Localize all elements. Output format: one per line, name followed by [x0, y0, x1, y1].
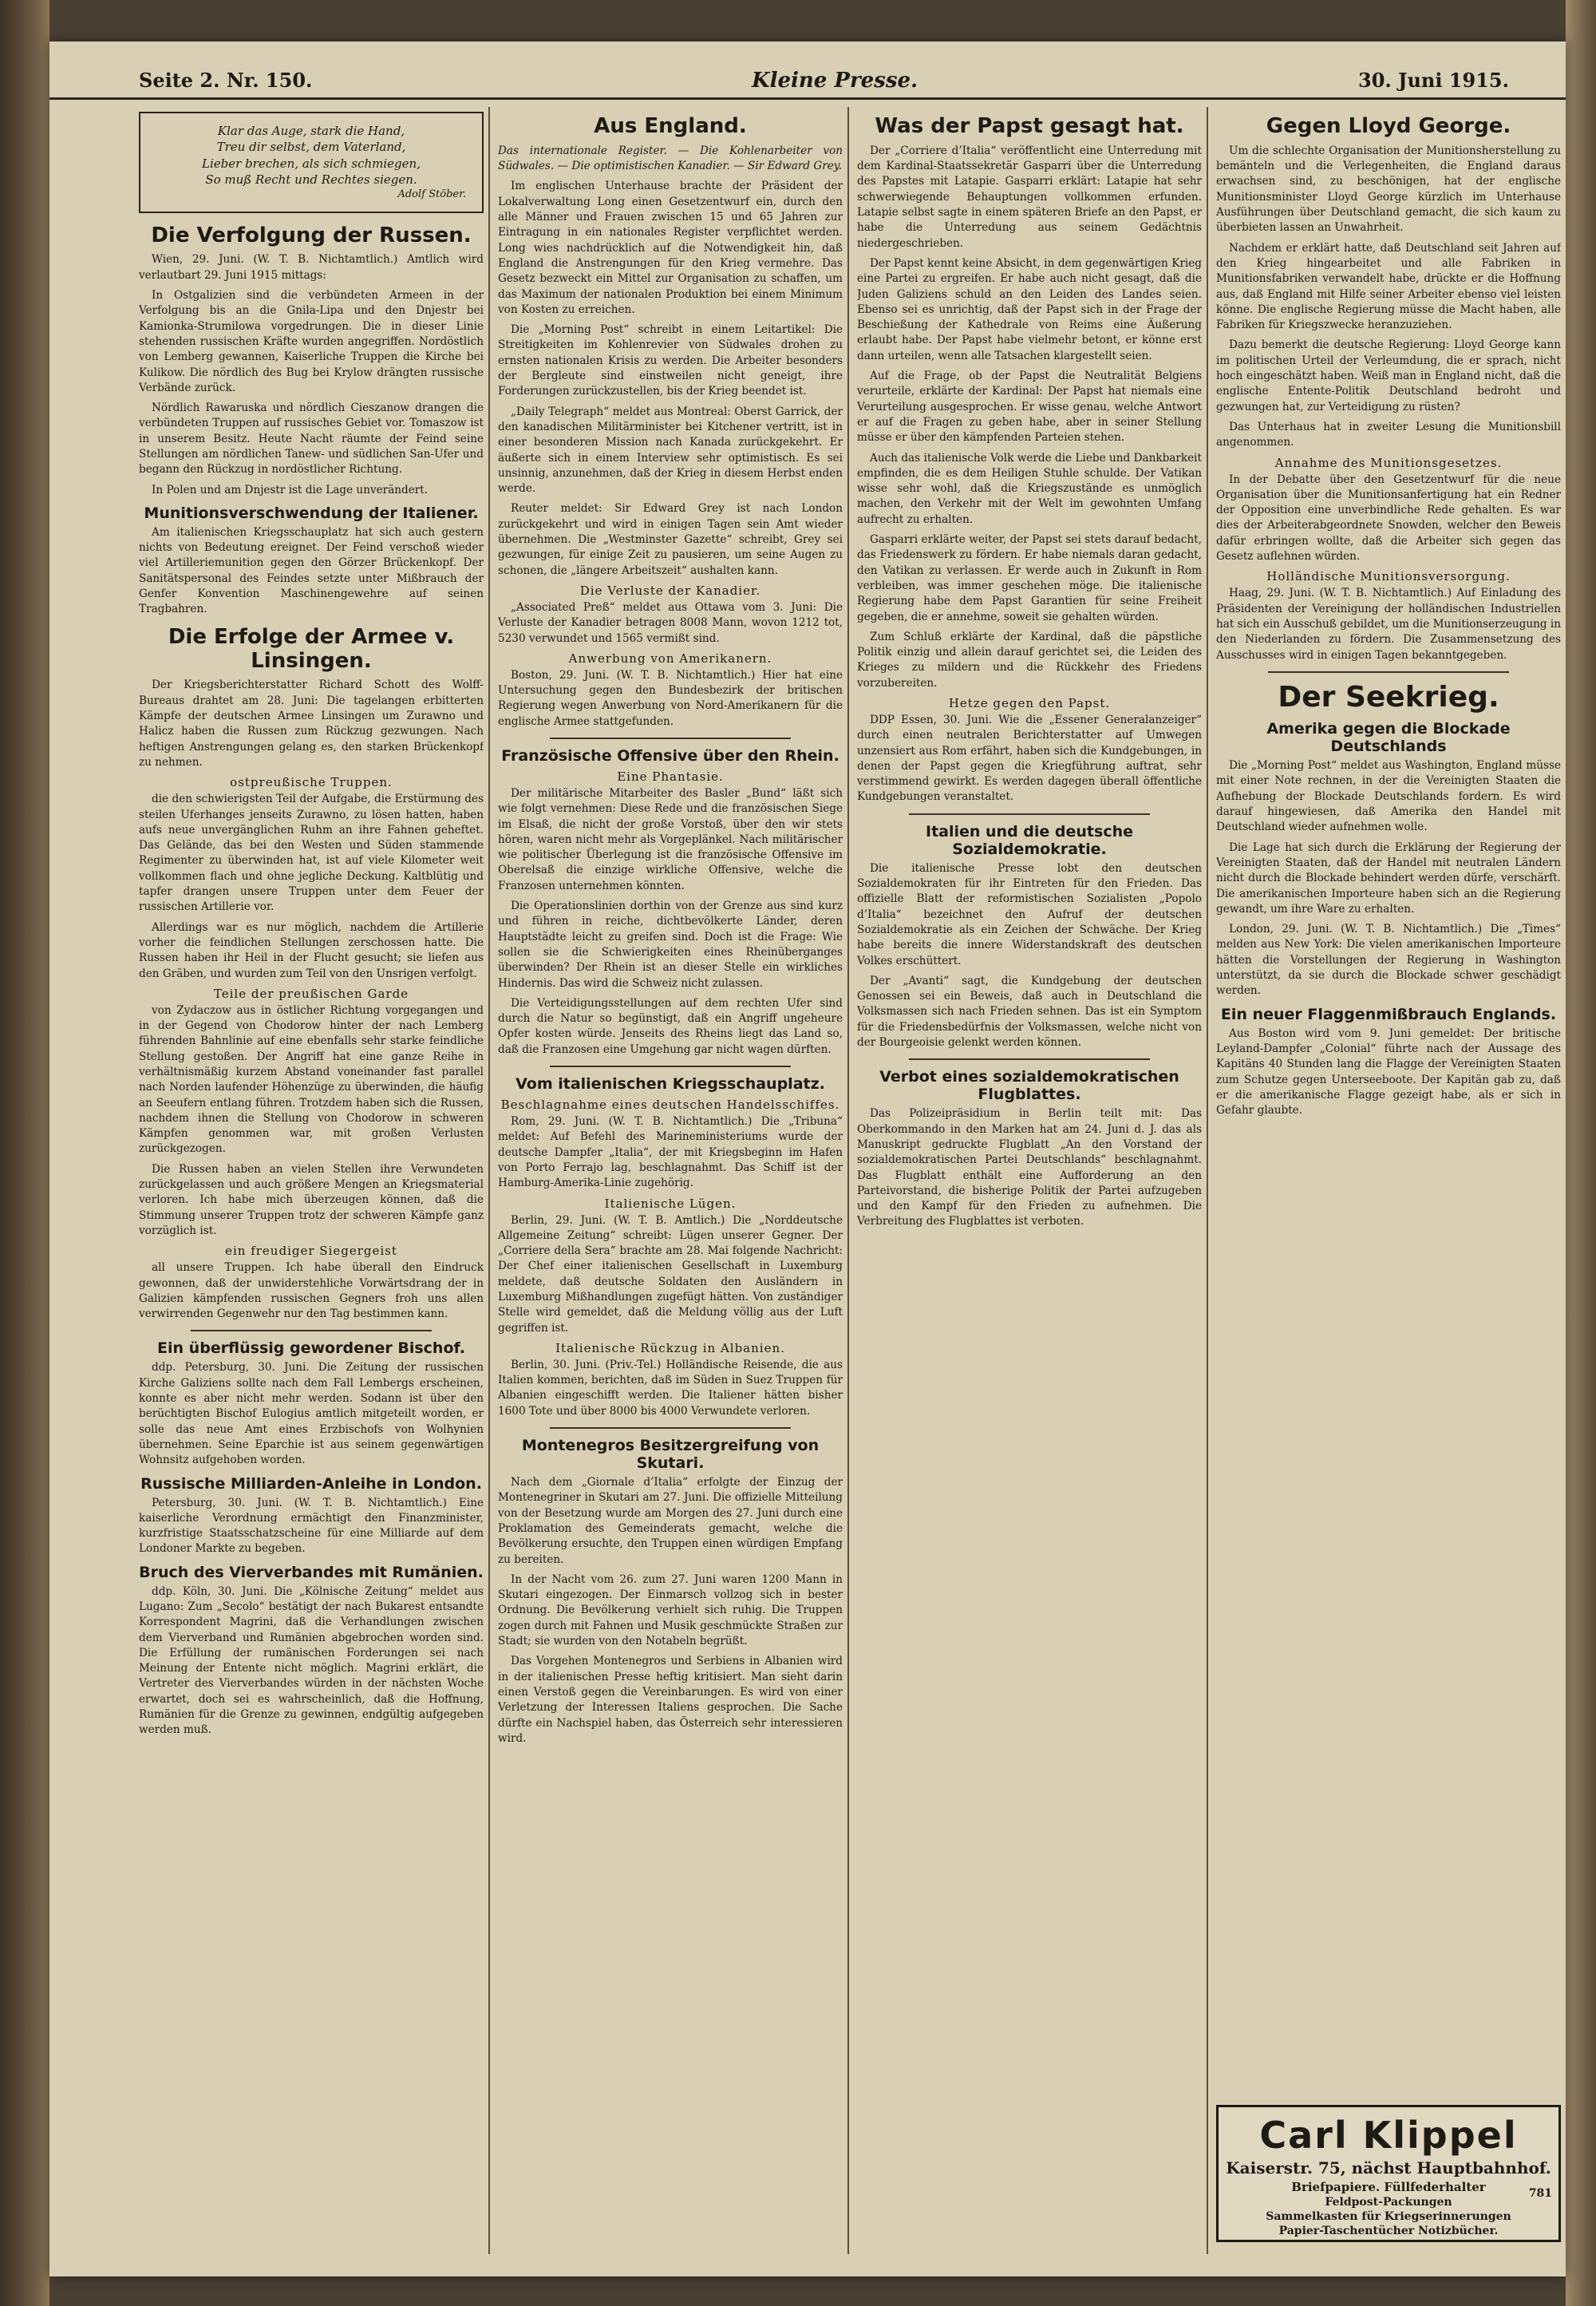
- column-rule: [847, 107, 849, 2254]
- motto-box: [139, 112, 484, 213]
- article-paragraph: Petersburg, 30. Juni. (W. T. B. Nichtamtlich.) Eine kaiserliche Verordnung ermächtigt den Finanzminister, kurzfristige Staatsschatzscheine für eine Milliarde auf dem Londoner Markte zu begeben.: [139, 1496, 484, 1556]
- column-1: [139, 107, 484, 2254]
- article-paragraph: Berlin, 29. Juni. (W. T. B. Amtlich.) Die „Norddeutsche Allgemeine Zeitung“ schreibt: Lügen unserer Gegner. Der „Corriere della Sera“ brachte am 28. Mai folgende Nachricht: Der Chef einer italienischen Gesellschaft in Luxemburg meldete, daß deutsche Soldaten den Ausländern in Luxemburg Mißhandlungen zugefügt hätten. Von zuständiger Stelle wird gemeldet, daß die Meldung völlig aus der Luft gegriffen ist.: [498, 1213, 843, 1335]
- subheading: Beschlagnahme eines deutschen Handelsschiffes.: [500, 1098, 840, 1113]
- page-number-label: Seite 2. Nr. 150.: [139, 69, 313, 92]
- headline-munitionsverschwendung: Munitionsverschwendung der Italiener.: [144, 504, 479, 522]
- article-paragraph: Die „Morning Post“ meldet aus Washington, England müsse mit einer Note rechnen, in der die Vereinigten Staaten die Aufhebung der Blockade Deutschlands fordern. Es wird darauf hingewiesen, daß Amerika den Handel mit Deutschland wieder aufnehmen wolle.: [1216, 759, 1561, 834]
- motto-line: Lieber brechen, als sich schmiegen,: [202, 156, 421, 171]
- motto-line: Treu dir selbst, dem Vaterland,: [216, 140, 406, 155]
- article-paragraph: Im englischen Unterhause brachte der Präsident der Lokalverwaltung Long einen Gesetzentwurf ein, durch den alle Männer und Frauen zwischen 15 und 65 Jahren zur Eintragung in ein nationales Register verpflichtet werden. Long wies nachdrücklich auf die Notwendigkeit hin, daß England die Anstrengungen für den Krieg vermehre. Das Gesetz bezweckt ein Mittel zur Organisation zu schaffen, um das Maximum der nationalen Produktion bei einem Minimum von Kosten zu erreichen.: [498, 180, 843, 316]
- subheadline-blockade: Amerika gegen die Blockade Deutschlands: [1266, 720, 1511, 756]
- headline-lloyd-george: Gegen Lloyd George.: [1266, 114, 1511, 138]
- article-paragraph: Die „Morning Post“ schreibt in einem Leitartikel: Die Streitigkeiten im Kohlenrevier von Südwales drohen zu ernsten nationalen Krisis zu werden. Die Arbeiter besonders der Bergleute sind einstweilen nicht geneigt, ihre Forderungen zurückzustellen, bis der Krieg beendet ist.: [498, 323, 843, 398]
- headline-seekrieg: Der Seekrieg.: [1278, 680, 1499, 714]
- article-paragraph: Um die schlechte Organisation der Munitionsherstellung zu bemänteln und die Verlegenheiten, die England daraus erwachsen sind, zu beschönigen, hat der englische Munitionsminister Lloyd George kürzlich im Unterhause Ausführungen über Deutschland gemacht, die sich kaum zu überbieten lassen an Unwahrheit.: [1216, 144, 1561, 235]
- article-paragraph: In der Nacht vom 26. zum 27. Juni waren 1200 Mann in Skutari eingezogen. Der Einmarsch vollzog sich in bester Ordnung. Die Bevölkerung verhielt sich ruhig. Die Truppen zogen durch mit Fahnen und Musik geschmückte Straßen zur Stadt; sie wurden von den Notabeln begrüßt.: [498, 1572, 843, 1648]
- article-paragraph: die den schwierigsten Teil der Aufgabe, die Erstürmung des steilen Uferhanges jenseits Zurawno, zu lösen hatten, haben aufs neue unvergänglichen Ruhm an ihre Fahnen geheftet. Das Gelände, das bei den Westen und Süden stammende Regimenter zu überwinden hat, ist auf viele Kilometer weit vollkommen flach und ohne jegliche Deckung. Kaltblütig und tapfer drangen unsere Truppen unter dem Feuer der russischen Artillerie vor.: [139, 793, 484, 914]
- article-paragraph: Der „Avanti“ sagt, die Kundgebung der deutschen Genossen sei ein Beweis, daß auch in Deutschland die Volksmassen sich nach Frieden sehnen. Das ist ein Symptom für die Friedensbedürfnis der Volksmassen, welche nicht von der Bourgeoisie gelenkt werden können.: [857, 974, 1202, 1050]
- article-paragraph: Dazu bemerkt die deutsche Regierung: Lloyd George kann im politischen Urteil der Verleumdung, die er sprach, nicht hoch eingeschätzt haben. Weiß man in England nicht, daß die englische Entente-Politik Deutschland bedroht und gezwungen hat, zur Verteidigung zu rüsten?: [1216, 338, 1561, 413]
- divider: [550, 1427, 791, 1429]
- article-paragraph: Der Kriegsberichterstatter Richard Schott des Wolff-Bureaus drahtet am 28. Juni: Die tagelangen erbitterten Kämpfe der deutschen Armee Linsingen um Zurawno und Halicz haben die Russen zum Rückzug gezwungen. Nach heftigen Anstrengungen gelang es, den starken Brückenkopf zu nehmen.: [139, 678, 484, 769]
- column-4: [1216, 107, 1561, 2094]
- article-paragraph: In Ostgalizien sind die verbündeten Armeen in der Verfolgung bis an die Gnila-Lipa und den Dnjestr bei Kamionka-Strumilowa vorgedrungen. Die in dieser Linie stehenden russischen Kräfte wurden angegriffen. Nordöstlich von Lemberg gewannen, Kaiserliche Truppen die Kirche bei Kulikow. Die nördlich des Bug bei Krylow drängten russische Verbände zurück.: [139, 289, 484, 394]
- subheading: Italienische Lügen.: [604, 1196, 737, 1211]
- article-paragraph: Der Papst kennt keine Absicht, in dem gegenwärtigen Krieg eine Partei zu ergreifen. Er habe auch nicht gesagt, daß die Juden Galiziens schuld an den Leiden des Landes seien. Ebenso sei es unrichtig, daß der Papst sich in der Frage der Beschießung der Kathedrale von Reims eine Äußerung erlaubt habe. Der Papst habe vielmehr betont, er könne erst dann urteilen, wenn alle Tatsachen klargestellt seien.: [857, 256, 1202, 362]
- article-paragraph: ddp. Petersburg, 30. Juni. Die Zeitung der russischen Kirche Galiziens sollte nach dem Fall Lembergs erscheinen, konnte es aber nicht mehr werden. Sodann ist über den berüchtigten Bischof Eulogius amtlich mitgeteilt worden, er solle das neue Amt eines Erzbischofs von Wolhynien übernehmen. Seine Eparchie ist aus seinem gegenwärtigen Wohnsitz aufgehoben worden.: [139, 1361, 484, 1467]
- paper-title: Kleine Presse.: [752, 69, 918, 93]
- newspaper-page: [49, 42, 1566, 2276]
- subheading: Hetze gegen den Papst.: [948, 695, 1111, 710]
- article-summary: Das internationale Register. — Die Kohlenarbeiter von Südwales. — Die optimistischen Kanadier. — Sir Edward Grey.: [498, 144, 843, 173]
- book-binding: [0, 0, 49, 2306]
- article-paragraph: DDP Essen, 30. Juni. Wie die „Essener Generalanzeiger“ durch einen neutralen Berichterstatter auf Umwegen unzensiert aus Rom erfährt, haben sich die Kundgebungen, in denen der Papst gegen die Kriegführung auftrat, sehr verstimmend gewirkt. Es werden dagegen überall öffentliche Kundgebungen veranstaltet.: [857, 713, 1202, 804]
- subheading: Italienische Rückzug in Albanien.: [555, 1340, 785, 1355]
- motto-line: So muß Recht und Rechtes siegen.: [205, 172, 417, 187]
- article-paragraph: Das Polizeipräsidium in Berlin teilt mit: Das Oberkommando in den Marken hat am 24. Juni d. J. das als Manuskript gedruckte Flugblatt „An den Vorstand der sozialdemokratischen Partei Deutschlands“ beschlagnahmt. Das Flugblatt enthält eine Aufforderung an den Parteivorstand, die bisherige Politik der Partei aufzugeben und den Kampf für den Frieden zu aufnehmen. Die Verbreitung des Flugblattes ist verboten.: [857, 1107, 1202, 1228]
- article-paragraph: Reuter meldet: Sir Edward Grey ist nach London zurückgekehrt und wird in einigen Tagen sein Amt wieder übernehmen. Die „Westminster Gazette“ schreibt, Grey sei gezwungen, für einige Zeit zu pausieren, um seine Augen zu schonen, die „längere Arbeitszeit“ aushalten kann.: [498, 502, 843, 577]
- headline-verfolgung-russen: Die Verfolgung der Russen.: [151, 223, 472, 247]
- article-paragraph: Auf die Frage, ob der Papst die Neutralität Belgiens verurteile, erklärte der Kardinal: Der Papst hat niemals eine Verurteilung ausgesprochen. Er wisse genau, welche Antwort er auf die Fragen zu geben habe, aber in seiner Stellung müsse er über den kämpfenden Parteien stehen.: [857, 370, 1202, 445]
- article-paragraph: Die italienische Presse lobt den deutschen Sozialdemokraten für ihr Eintreten für den Frieden. Das offizielle Blatt der reformistischen Sozialisten „Popolo d’Italia“ bezeichnet den Aufruf der deutschen Sozialdemokratie als ein Zeichen der Schwäche. Der Krieg habe bereits die innere Widerstandskraft des deutschen Volkes erschüttert.: [857, 861, 1202, 967]
- article-paragraph: Zum Schluß erklärte der Kardinal, daß die päpstliche Politik einzig und allein darauf gerichtet sei, die Leiden des Krieges zu mildern und die Rückkehr des Friedens vorzubereiten.: [857, 630, 1202, 690]
- subheading: Eine Phantasie.: [617, 769, 724, 784]
- article-paragraph: von Zydaczow aus in östlicher Richtung vorgegangen und in der Gegend von Chodorow hinter der nach Lemberg führenden Bahnlinie auf eine ebenfalls sehr starke feindliche Stellung gestoßen. Der Angriff hat eine ganze Reihe in verhältnismäßig kurzem Abstand voneinander fast parallel nach Norden laufender Höhenzüge zu überwinden, die häufig an Seeufern entlang führen. Trotzdem haben sich die Russen, nachdem ihnen die Stellung von Chodorow in schweren Kämpfen genommen war, mit großen Verlusten zurückgezogen.: [139, 1003, 484, 1156]
- article-paragraph: ddp. Köln, 30. Juni. Die „Kölnische Zeitung“ meldet aus Lugano: Zum „Secolo“ bestätigt der nach Bukarest entsandte Korrespondent Magrini, daß die Verhandlungen zwischen dem Vierverband und Rumänien abgebrochen worden sind. Die Erfüllung der rumänischen Forderungen sei nach Meinung der Entente nicht möglich. Magrini erklärt, die Vertreter des Vierverbandes würden in der nächsten Woche erwartet, doch sei es wahrscheinlich, daß die Hoffnung, Rumänien für die Grenze zu gewinnen, endgültig aufgegeben werden muß.: [139, 1584, 484, 1737]
- ad-address: Kaiserstr. 75, nächst Hauptbahnhof.: [1226, 2158, 1551, 2177]
- article-paragraph: Boston, 29. Juni. (W. T. B. Nichtamtlich.) Hier hat eine Untersuchung gegen den Bundesbezirk der britischen Regierung wegen Anwerbung von Nord-Amerikanern für die englische Armee stattgefunden.: [498, 668, 843, 728]
- article-paragraph: In der Debatte über den Gesetzentwurf für die neue Organisation über die Munitionsanfertigung hat ein Redner der Opposition eine unverbindliche Rede gehalten. Es war dies der Arbeiterabgeordnete Snowden, welcher den Beweis dafür erbringen wollte, daß die Arbeiter sich gegen das Gesetz auflehnen würden.: [1216, 473, 1561, 564]
- divider: [550, 738, 791, 739]
- ad-line: Briefpapiere. Füllfederhalter: [1291, 2180, 1486, 2194]
- article-paragraph: Berlin, 30. Juni. (Priv.-Tel.) Holländische Reisende, die aus Italien kommen, berichten, daß im Süden in Suez Truppen für Albanien eingeschifft werden. Die Italiener hätten bisher 1600 Tote und über 8000 bis 4000 Verwundete verloren.: [498, 1358, 843, 1418]
- article-paragraph: Die Operationslinien dorthin von der Grenze aus sind kurz und führen in reiche, dichtbevölkerte Länder, deren Hauptstädte leicht zu greifen sind. Doch ist die Frage: Wie sollen sie die Schwierigkeiten eines Rheinüberganges überwinden? Der Rhein ist an dieser Stelle ein wirkliches Hindernis. Das wird die Schweiz nicht zulassen.: [498, 900, 843, 990]
- divider: [1268, 671, 1509, 673]
- headline-flugblatt: Verbot eines sozialdemokratischen Flugblattes.: [879, 1068, 1179, 1104]
- subheading: ein freudiger Siegergeist: [225, 1244, 397, 1259]
- headline-offensive-rhein: Französische Offensive über den Rhein.: [501, 746, 839, 765]
- subheading: ostpreußische Truppen.: [230, 775, 393, 790]
- headline-rumaenien: Bruch des Vierverbandes mit Rumänien.: [139, 1563, 484, 1581]
- headline-italienischer-kriegsschauplatz: Vom italienischen Kriegsschauplatz.: [516, 1075, 825, 1094]
- article-paragraph: Auch das italienische Volk werde die Liebe und Dankbarkeit empfinden, die es dem Heiligen Stuhle schulde. Der Vatikan wisse sehr wohl, daß die Kriegszustände es unmöglich machen, den Verkehr mit der Welt im gewohnten Umfang aufrecht zu erhalten.: [857, 451, 1202, 526]
- column-3: [857, 107, 1202, 2254]
- headline-aus-england: Aus England.: [594, 114, 747, 138]
- divider: [909, 813, 1150, 815]
- headline-flaggenmissbrauch: Ein neuer Flaggenmißbrauch Englands.: [1220, 1005, 1557, 1023]
- ad-line: Papier-Taschentücher Notizbücher.: [1278, 2225, 1499, 2237]
- article-paragraph: In Polen und am Dnjestr ist die Lage unverändert.: [152, 483, 429, 496]
- article-paragraph: „Daily Telegraph“ meldet aus Montreal: Oberst Garrick, der den kanadischen Militärminister bei Kitchener vertritt, ist in einer besonderen Mission nach Kanada zurückgekehrt. Er äußerte sich in einem Interview sehr optimistisch. Es sei unsinnig, anzunehmen, daß der Krieg in diesem Herbst enden werde.: [498, 405, 843, 496]
- column-2: [498, 107, 843, 2254]
- ad-company-name: Carl Klippel: [1259, 2114, 1518, 2157]
- article-paragraph: Aus Boston wird vom 9. Juni gemeldet: Der britische Leyland-Dampfer „Colonial“ führte nach der Aussage des Kapitäns 40 Stunden lang die Flagge der Vereinigten Staaten zum Schutze gegen Unterseeboote. Der Kapitän gab zu, daß er die amerikanische Flagge gezeigt habe, als er sich in Gefahr glaubte.: [1216, 1026, 1561, 1117]
- ad-line: Feldpost-Packungen: [1325, 2196, 1452, 2209]
- subheading: Die Verluste der Kanadier.: [579, 583, 761, 598]
- headline-papst: Was der Papst gesagt hat.: [875, 114, 1184, 138]
- article-paragraph: Nördlich Rawaruska und nördlich Cieszanow drangen die verbündeten Truppen auf russisches Gebiet vor. Tomaszow ist in unserem Besitz. Heute Nacht räumte der Feind seine Stellungen am nördlichen Tanew- und südlichen San-Ufer und begann den Rückzug in nordöstlicher Richtung.: [139, 401, 484, 477]
- divider: [909, 1058, 1150, 1060]
- article-paragraph: Die Lage hat sich durch die Erklärung der Regierung der Vereinigten Staaten, daß der Handel mit neutralen Ländern nicht durch die Blockade behindert werden dürfe, verschärft. Die amerikanischen Importeure haben sich an die Regierung gewandt, um ihre Ware zu erhalten.: [1216, 841, 1561, 916]
- article-paragraph: Nachdem er erklärt hatte, daß Deutschland seit Jahren auf den Krieg hingearbeitet und alle Fabriken in Munitionsfabriken verwandelt habe, drückte er die Hoffnung aus, daß England mit Hilfe seiner Arbeiter ebenso viel leisten könne. Die englische Regierung müsse die Macht haben, alle Fabriken für Kriegszwecke heranzuziehen.: [1216, 241, 1561, 332]
- article-paragraph: „Associated Preß“ meldet aus Ottawa vom 3. Juni: Die Verluste der Kanadier betragen 8008 Mann, wovon 1212 tot, 5230 verwundet und 1565 vermißt sind.: [498, 600, 843, 645]
- divider: [550, 1066, 791, 1067]
- column-rule: [488, 107, 490, 2254]
- headline-montenegro-skutari: Montenegros Besitzergreifung von Skutari.: [521, 1437, 820, 1473]
- article-paragraph: Am italienischen Kriegsschauplatz hat sich auch gestern nichts von Bedeutung ereignet. Der Feind verschoß wieder viel Artilleriemunition gegen den Görzer Brückenkopf. Der Sanitätspersonal des Feindes setzte unter Mißbrauch der Genfer Konvention Maschinengewehre auf seinen Tragbahren.: [139, 525, 484, 616]
- article-paragraph: London, 29. Juni. (W. T. B. Nichtamtlich.) Die „Times“ melden aus New York: Die vielen amerikanischen Importeure hätten die Vorstellungen der Regierung in Washington unterstützt, da sie durch die Blockade schwer geschädigt werden.: [1216, 923, 1561, 998]
- article-paragraph: Der „Corriere d’Italia“ veröffentlicht eine Unterredung mit dem Kardinal-Staatssekretär Gasparri über die Unterredung des Papstes mit Latapie. Gasparri erklärt: Latapie hat sehr schwerwiegende Behauptungen vollkommen erfunden. Latapie selbst sagte in einem späteren Briefe an den Papst, er habe die Unterredung aus seinem Gedächtnis niedergeschrieben.: [857, 144, 1202, 250]
- article-paragraph: all unsere Truppen. Ich habe überall den Eindruck gewonnen, daß der unwiderstehliche Vorwärtsdrang der in Galizien kämpfenden russischen Gegners froh uns allen verwirrenden Gegenwehr nur den Tag bestimmen kann.: [139, 1261, 484, 1321]
- divider: [191, 1330, 432, 1331]
- motto-author: Adolf Stöber.: [397, 188, 466, 200]
- article-paragraph: Wien, 29. Juni. (W. T. B. Nichtamtlich.) Amtlich wird verlautbart 29. Juni 1915 mittags:: [139, 253, 484, 282]
- headline-anleihe: Russische Milliarden-Anleihe in London.: [140, 1474, 482, 1493]
- subheading: Holländische Munitionsversorgung.: [1266, 569, 1511, 584]
- ad-number: 781: [1528, 2187, 1552, 2200]
- article-paragraph: Das Vorgehen Montenegros und Serbiens in Albanien wird in der italienischen Presse heftig kritisiert. Man sieht darin einen Verstoß gegen die Vereinbarungen. Es wird von einer Verletzung der Interessen Italiens gesprochen. Die Sache dürfte ein Nachspiel haben, das Österreich sehr interessieren wird.: [498, 1655, 843, 1745]
- column-rule: [1207, 107, 1208, 2254]
- ad-line: Sammelkasten für Kriegserinnerungen: [1266, 2210, 1511, 2223]
- advertisement-klippel: [1216, 2105, 1561, 2242]
- headline-sozialdemokratie: Italien und die deutsche Sozialdemokratie.: [926, 822, 1133, 858]
- issue-date: 30. Juni 1915.: [1358, 69, 1509, 92]
- subheading: Anwerbung von Amerikanern.: [568, 651, 772, 666]
- headline-bischof: Ein überflüssig gewordener Bischof.: [157, 1339, 465, 1358]
- article-paragraph: Haag, 29. Juni. (W. T. B. Nichtamtlich.) Auf Einladung des Präsidenten der Vereinigung der holländischen Industriellen hat sich ein Ausschuß gebildet, um die Munitionserzeugung in den Niederlanden zu fördern. Die Zusammensetzung des Ausschusses wird in einigen Tagen bekanntgegeben.: [1216, 587, 1561, 662]
- masthead: [49, 42, 1566, 100]
- article-paragraph: Der militärische Mitarbeiter des Basler „Bund“ läßt sich wie folgt vernehmen: Diese Rede und die französischen Siege im Elsaß, die nicht der große Vorstoß, über den wir stets hören, waren nicht mehr als Vorgeplänkel. Nach militärischer wie politischer Überlegung ist die französische Offensive im Oberelsaß die einzige wirkliche Offensive, welche die Franzosen unternehmen könnten.: [498, 786, 843, 892]
- article-paragraph: Rom, 29. Juni. (W. T. B. Nichtamtlich.) Die „Tribuna“ meldet: Auf Befehl des Marineministeriums wurde der deutsche Dampfer „Italia“, der mit Kriegsbeginn im Hafen von Porto Ferrajo lag, beschlagnahmt. Das Schiff ist der Hamburg-Amerika-Linie zugehörig.: [498, 1115, 843, 1190]
- subheading: Annahme des Munitionsgesetzes.: [1274, 455, 1503, 470]
- subheading: Teile der preußischen Garde: [213, 986, 409, 1001]
- article-paragraph: Die Russen haben an vielen Stellen ihre Verwundeten zurückgelassen und auch größere Mengen an Kriegsmaterial verloren. Ich habe mich überzeugen können, daß die Stimmung unserer Truppen trotz der schweren Kämpfe ganz vorzüglich ist.: [139, 1162, 484, 1237]
- article-paragraph: Die Verteidigungsstellungen auf dem rechten Ufer sind durch die Natur so begünstigt, daß ein Angriff ungeheure Opfer kosten würde. Jenseits des Rheins liegt das Land so, daß die Franzosen eine Umgehung gar nicht wagen dürften.: [498, 996, 843, 1056]
- page-edge: [1566, 0, 1596, 2306]
- article-paragraph: Nach dem „Giornale d’Italia“ erfolgte der Einzug der Montenegriner in Skutari am 27. Juni. Die offizielle Mitteilung von der Besetzung wurde am Morgen des 27. Juni durch eine Proklamation des Gemeinderats gemacht, welche die Bevölkerung ersuchte, den Truppen einen würdigen Empfang zu bereiten.: [498, 1476, 843, 1566]
- article-paragraph: Allerdings war es nur möglich, nachdem die Artillerie vorher die feindlichen Stellungen zerschossen hatte. Die Russen haben ihr Heil in der Flucht gesucht; sie liefen aus den Gräben, und wurden zum Teil von den Unsrigen verfolgt.: [139, 920, 484, 980]
- article-paragraph: Gasparri erklärte weiter, der Papst sei stets darauf bedacht, das Friedenswerk zu fördern. Er habe niemals daran gedacht, den Vatikan zu verlassen. Er werde auch in Zukunft in Rom verbleiben, was immer geschehen möge. Die italienische Regierung habe dem Papst Garantien für seine Freiheit gegeben, die er annehme, soweit sie gehalten würden.: [857, 533, 1202, 623]
- motto-line: Klar das Auge, stark die Hand,: [217, 124, 405, 138]
- article-paragraph: Das Unterhaus hat in zweiter Lesung die Munitionsbill angenommen.: [1216, 420, 1561, 449]
- headline-erfolge-linsingen: Die Erfolge der Armee v. Linsingen.: [168, 624, 455, 673]
